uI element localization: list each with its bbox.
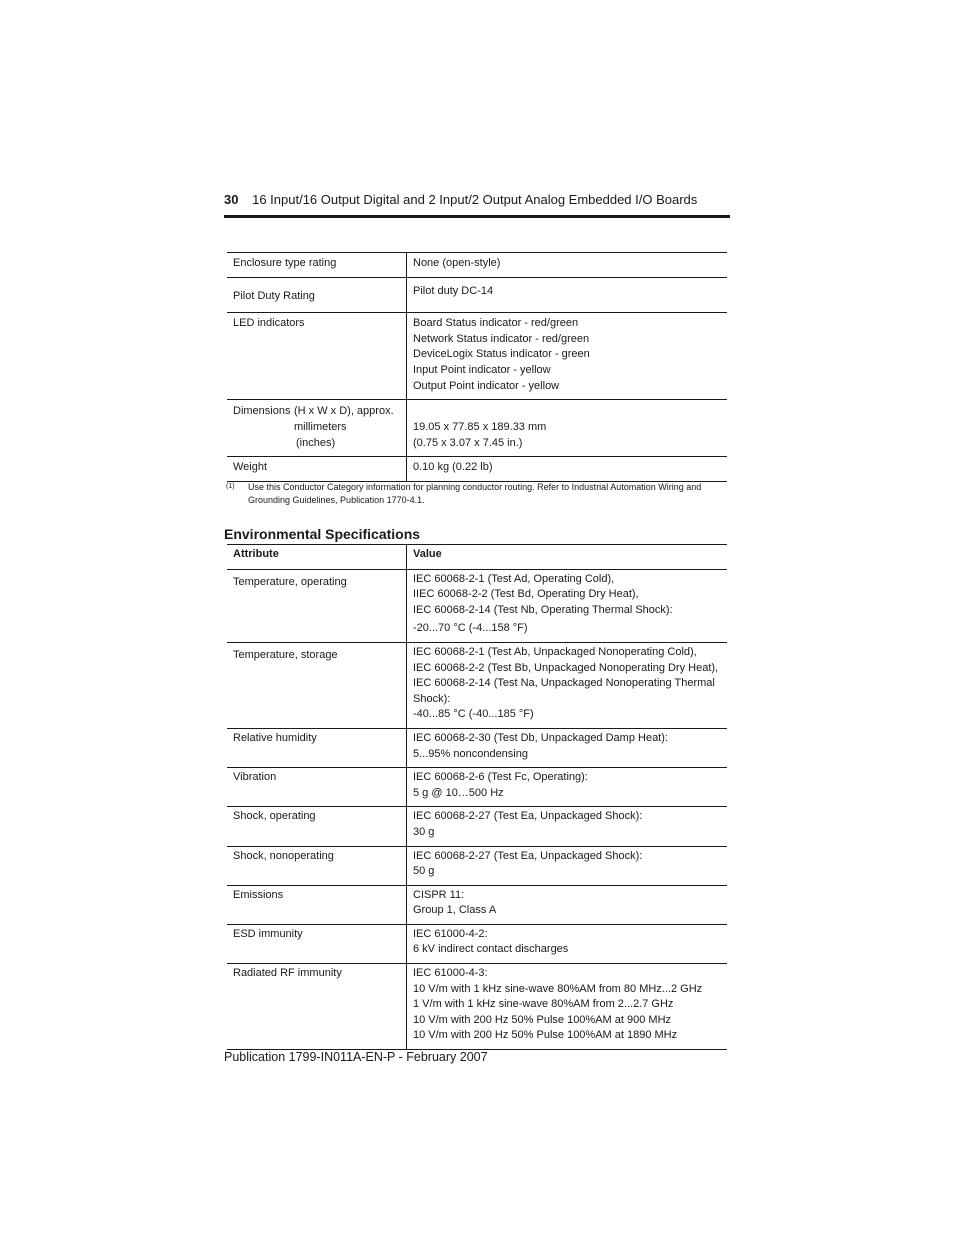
value-cell	[407, 313, 728, 400]
value-cell	[407, 569, 728, 642]
attribute-cell: Shock, operating	[227, 807, 407, 846]
attribute-cell: Pilot Duty Rating	[227, 277, 407, 313]
table-row	[227, 807, 727, 846]
value-line: IIEC 60068-2-2 (Test Bd, Operating Dry Heat),	[413, 588, 639, 601]
value-line: IEC 60068-2-2 (Test Bb, Unpackaged Nonoperating Dry Heat),	[413, 661, 719, 674]
attribute-cell	[227, 400, 407, 457]
dimensions-label-mm: millimeters	[294, 421, 347, 434]
publication-footer: Publication 1799-IN011A-EN-P - February 2007	[224, 1050, 488, 1064]
value-line: (0.75 x 3.07 x 7.45 in.)	[413, 436, 523, 449]
table-row	[227, 457, 727, 482]
column-header-value: Value	[407, 545, 728, 570]
table-row	[227, 277, 727, 313]
value-cell	[407, 924, 728, 963]
attribute-cell: Temperature, storage	[227, 642, 407, 728]
value-line: 5 g @ 10…500 Hz	[413, 786, 504, 799]
value-line: IEC 60068-2-14 (Test Na, Unpackaged Nonoperating Thermal Shock):	[413, 677, 715, 705]
value-line: IEC 60068-2-27 (Test Ea, Unpackaged Shock):	[413, 849, 643, 862]
table-row	[227, 313, 727, 400]
value-cell	[407, 728, 728, 767]
page-number: 30	[224, 192, 239, 207]
value-line: Pilot duty DC-14	[413, 284, 494, 297]
value-line: None (open-style)	[413, 257, 501, 269]
dimensions-label-in: (inches)	[296, 437, 336, 450]
column-header-attribute: Attribute	[227, 545, 407, 570]
value-line: 1 V/m with 1 kHz sine-wave 80%AM from 2...2.7 GHz	[413, 998, 674, 1011]
value-line: CISPR 11:	[413, 888, 465, 901]
attribute-cell: Vibration	[227, 768, 407, 807]
value-cell	[407, 846, 728, 885]
footnote-text: Use this Conductor Category information for planning conductor routing. Refer to Industrial Automation Wiring and Grounding Guidelines, Publication 1770-4.1.	[248, 482, 702, 505]
value-line: Network Status indicator - red/green	[413, 332, 590, 345]
value-line: IEC 60068-2-27 (Test Ea, Unpackaged Shock):	[413, 810, 643, 823]
general-spec-table	[227, 252, 727, 482]
footnote	[226, 481, 726, 507]
value-line: IEC 60068-2-1 (Test Ad, Operating Cold),	[413, 572, 615, 585]
value-line: IEC 60068-2-6 (Test Fc, Operating):	[413, 771, 588, 784]
value-line: Output Point indicator - yellow	[413, 379, 560, 392]
attribute-cell: ESD immunity	[227, 924, 407, 963]
table-row	[227, 964, 727, 1050]
value-line: IEC 61000-4-2:	[413, 927, 488, 940]
attribute-cell: LED indicators	[227, 313, 407, 400]
header-rule	[224, 215, 730, 218]
value-line: 30 g	[413, 825, 435, 838]
value-cell	[407, 400, 728, 457]
value-line: 5...95% noncondensing	[413, 747, 528, 760]
value-line: -20...70 °C (-4...158 °F)	[413, 622, 528, 635]
value-line: DeviceLogix Status indicator - green	[413, 348, 590, 361]
page-header	[224, 191, 730, 209]
value-line: 0.10 kg (0.22 lb)	[413, 461, 493, 474]
value-cell	[407, 277, 728, 313]
value-line: 6 kV indirect contact discharges	[413, 943, 569, 956]
section-title: Environmental Specifications	[224, 526, 421, 542]
value-line: 10 V/m with 200 Hz 50% Pulse 100%AM at 1890 MHz	[413, 1029, 678, 1042]
table-row	[227, 846, 727, 885]
table-row	[227, 400, 727, 457]
running-title: 16 Input/16 Output Digital and 2 Input/2 Output Analog Embedded I/O Boards	[252, 192, 698, 207]
value-line: Input Point indicator - yellow	[413, 363, 551, 376]
value-cell	[407, 253, 728, 278]
attribute-cell: Radiated RF immunity	[227, 964, 407, 1050]
attribute-cell: Enclosure type rating	[227, 253, 407, 278]
attribute-cell: Temperature, operating	[227, 569, 407, 642]
value-cell	[407, 807, 728, 846]
attribute-cell: Weight	[227, 457, 407, 482]
value-line: 19.05 x 77.85 x 189.33 mm	[413, 421, 547, 434]
table-row	[227, 569, 727, 642]
value-line: 10 V/m with 200 Hz 50% Pulse 100%AM at 900 MHz	[413, 1013, 672, 1026]
table-row	[227, 768, 727, 807]
attribute-cell: Relative humidity	[227, 728, 407, 767]
table-row	[227, 885, 727, 924]
value-line: 10 V/m with 1 kHz sine-wave 80%AM from 80 MHz...2 GHz	[413, 982, 703, 995]
table-row	[227, 253, 727, 278]
value-line: Board Status indicator - red/green	[413, 317, 579, 330]
value-line: IEC 60068-2-1 (Test Ab, Unpackaged Nonoperating Cold),	[413, 645, 697, 658]
table-row	[227, 924, 727, 963]
value-cell	[407, 768, 728, 807]
value-line: IEC 61000-4-3:	[413, 967, 488, 980]
table-row	[227, 728, 727, 767]
value-line: Group 1, Class A	[413, 904, 497, 917]
value-cell	[407, 885, 728, 924]
dimensions-label-hwd: (H x W x D), approx.	[294, 405, 394, 418]
dimensions-label-main: Dimensions	[233, 405, 291, 418]
value-cell	[407, 964, 728, 1050]
table-header-row	[227, 545, 727, 570]
environmental-spec-table	[227, 544, 727, 1050]
table-row	[227, 642, 727, 728]
attribute-cell: Emissions	[227, 885, 407, 924]
value-line: IEC 60068-2-30 (Test Db, Unpackaged Damp Heat):	[413, 731, 668, 744]
value-line: 50 g	[413, 865, 435, 878]
footnote-mark: (1)	[226, 483, 235, 490]
attribute-cell: Shock, nonoperating	[227, 846, 407, 885]
value-line: -40...85 °C (-40...185 °F)	[413, 708, 534, 721]
value-line: IEC 60068-2-14 (Test Nb, Operating Thermal Shock):	[413, 603, 673, 616]
dimensions-label	[233, 404, 400, 450]
value-cell	[407, 642, 728, 728]
value-cell	[407, 457, 728, 482]
